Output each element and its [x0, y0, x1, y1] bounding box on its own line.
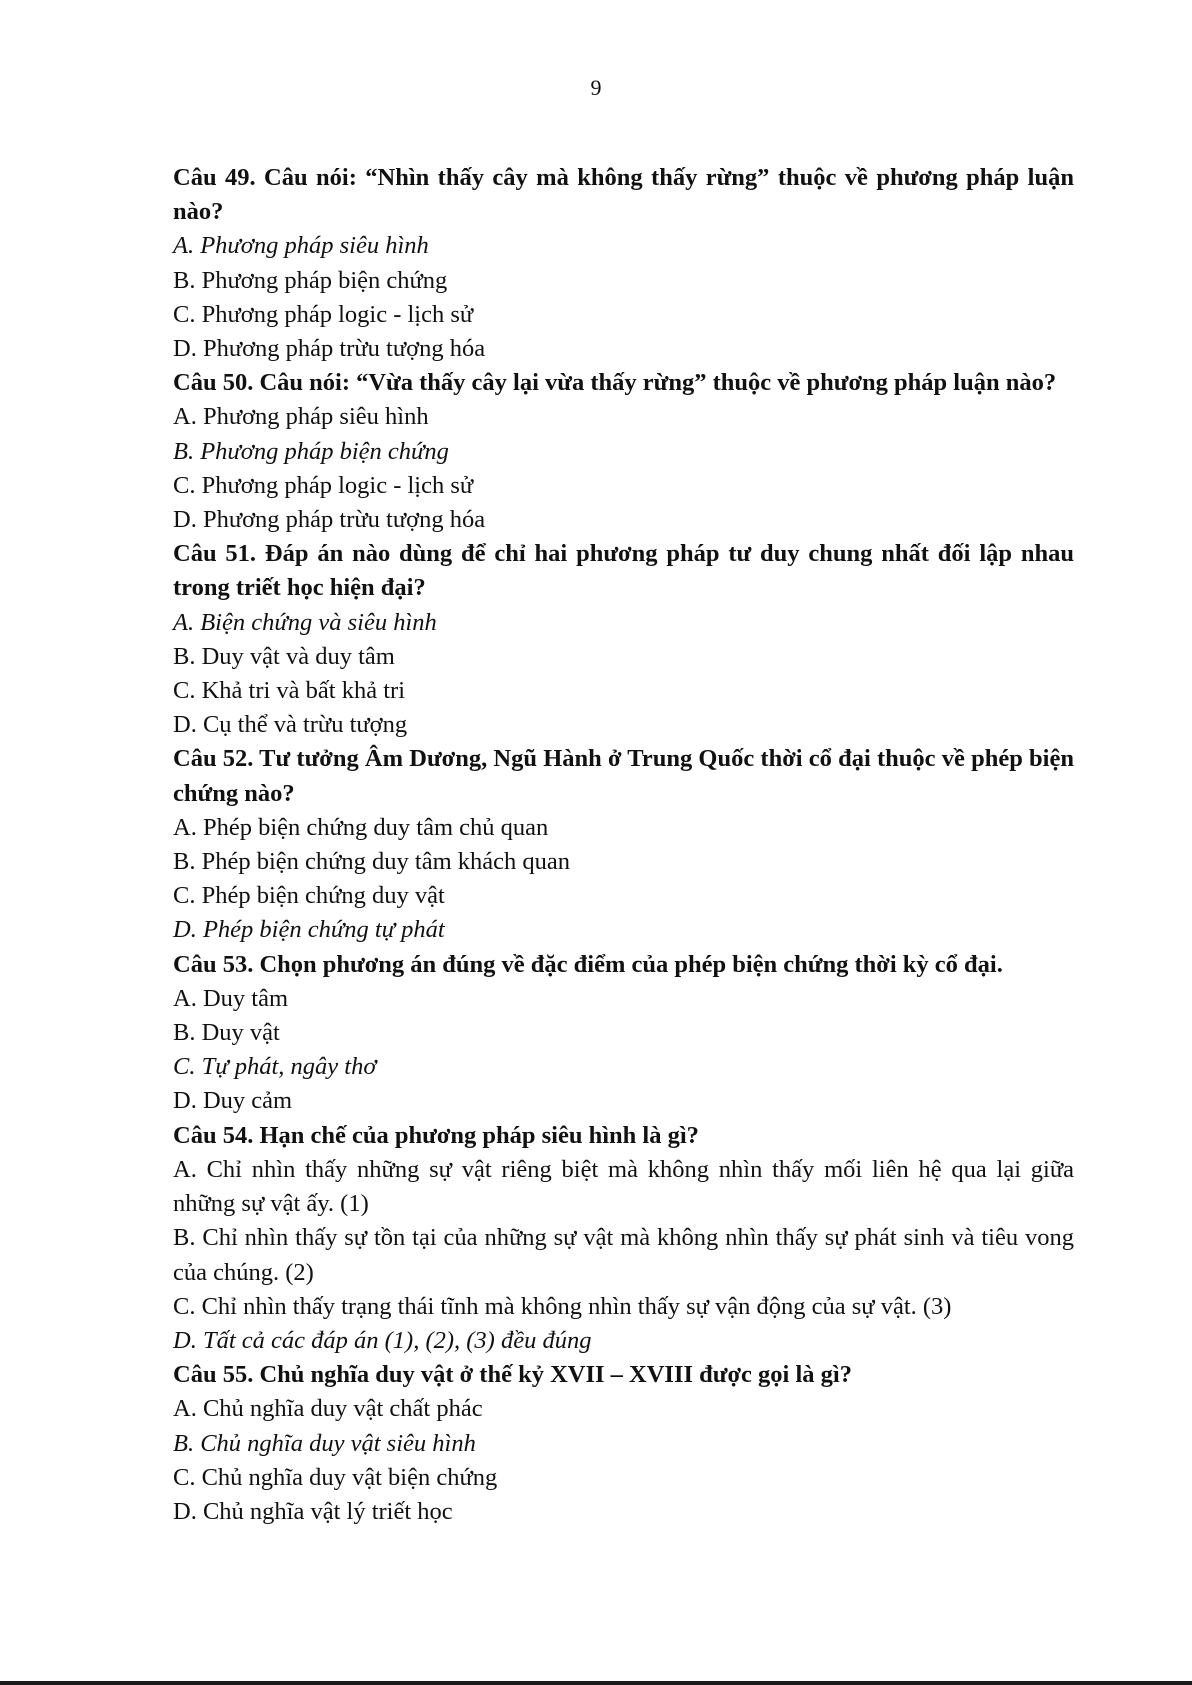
option-c: C. Chủ nghĩa duy vật biện chứng: [173, 1463, 498, 1491]
question-text: Câu 54. Hạn chế của phương pháp siêu hình là gì?: [173, 1121, 699, 1149]
option-a: A. Phép biện chứng duy tâm chủ quan: [173, 813, 549, 841]
question-51: [173, 537, 1074, 742]
option-b: B. Duy vật và duy tâm: [173, 642, 395, 670]
question-text: Câu 49. Câu nói: “Nhìn thấy cây mà không thấy rừng” thuộc về phương pháp luận nào?: [173, 164, 1074, 226]
option-b: B. Chủ nghĩa duy vật siêu hình: [173, 1429, 476, 1457]
option-b: B. Phương pháp biện chứng: [173, 437, 449, 465]
option-a: A. Chủ nghĩa duy vật chất phác: [173, 1395, 483, 1423]
option-d: D. Phương pháp trừu tượng hóa: [173, 335, 486, 363]
question-52: [173, 742, 1074, 947]
option-c: C. Phép biện chứng duy vật: [173, 882, 445, 910]
question-text: Câu 55. Chủ nghĩa duy vật ở thế kỷ XVII – XVIII được gọi là gì?: [173, 1361, 852, 1389]
question-53: [173, 948, 1074, 1119]
option-b: B. Phương pháp biện chứng: [173, 266, 448, 294]
option-b: B. Phép biện chứng duy tâm khách quan: [173, 848, 571, 876]
question-49: [173, 161, 1074, 366]
option-c: C. Phương pháp logic - lịch sử: [173, 471, 474, 499]
option-c: C. Khả tri và bất khả tri: [173, 677, 406, 705]
page-number: 9: [590, 75, 602, 100]
bottom-edge-line: [0, 1681, 1192, 1685]
option-a: A. Phương pháp siêu hình: [173, 232, 429, 260]
option-a: A. Phương pháp siêu hình: [173, 403, 429, 431]
question-text: Câu 52. Tư tưởng Âm Dương, Ngũ Hành ở Trung Quốc thời cổ đại thuộc về phép biện chứng nào?: [173, 745, 1074, 807]
option-c: C. Chỉ nhìn thấy trạng thái tĩnh mà không nhìn thấy sự vận động của sự vật. (3): [173, 1292, 952, 1320]
question-54: [173, 1119, 1074, 1358]
option-d: D. Tất cả các đáp án (1), (2), (3) đều đúng: [173, 1326, 592, 1354]
option-a: A. Biện chứng và siêu hình: [173, 608, 437, 636]
question-text: Câu 50. Câu nói: “Vừa thấy cây lại vừa thấy rừng” thuộc về phương pháp luận nào?: [173, 369, 1057, 397]
question-50: [173, 366, 1074, 537]
option-d: D. Phương pháp trừu tượng hóa: [173, 506, 486, 534]
option-c: C. Tự phát, ngây thơ: [173, 1053, 377, 1081]
option-d: D. Cụ thể và trừu tượng: [173, 711, 408, 739]
option-d: D. Duy cảm: [173, 1087, 293, 1115]
option-c: C. Phương pháp logic - lịch sử: [173, 300, 474, 328]
question-text: Câu 51. Đáp án nào dùng để chỉ hai phương pháp tư duy chung nhất đối lập nhau trong triết học hiện đại?: [173, 540, 1074, 602]
option-b: B. Duy vật: [173, 1019, 280, 1047]
option-d: D. Chủ nghĩa vật lý triết học: [173, 1497, 453, 1525]
option-a: A. Chỉ nhìn thấy những sự vật riêng biệt mà không nhìn thấy mối liên hệ qua lại giữa những sự vật ấy. (1): [173, 1155, 1074, 1218]
option-d: D. Phép biện chứng tự phát: [173, 916, 445, 944]
question-list: [173, 161, 1074, 1529]
question-55: [173, 1358, 1074, 1529]
question-text: Câu 53. Chọn phương án đúng về đặc điểm của phép biện chứng thời kỳ cổ đại.: [173, 950, 1003, 978]
option-b: B. Chỉ nhìn thấy sự tồn tại của những sự vật mà không nhìn thấy sự phát sinh và tiêu vong của chúng. (2): [173, 1224, 1074, 1286]
option-a: A. Duy tâm: [173, 984, 288, 1012]
